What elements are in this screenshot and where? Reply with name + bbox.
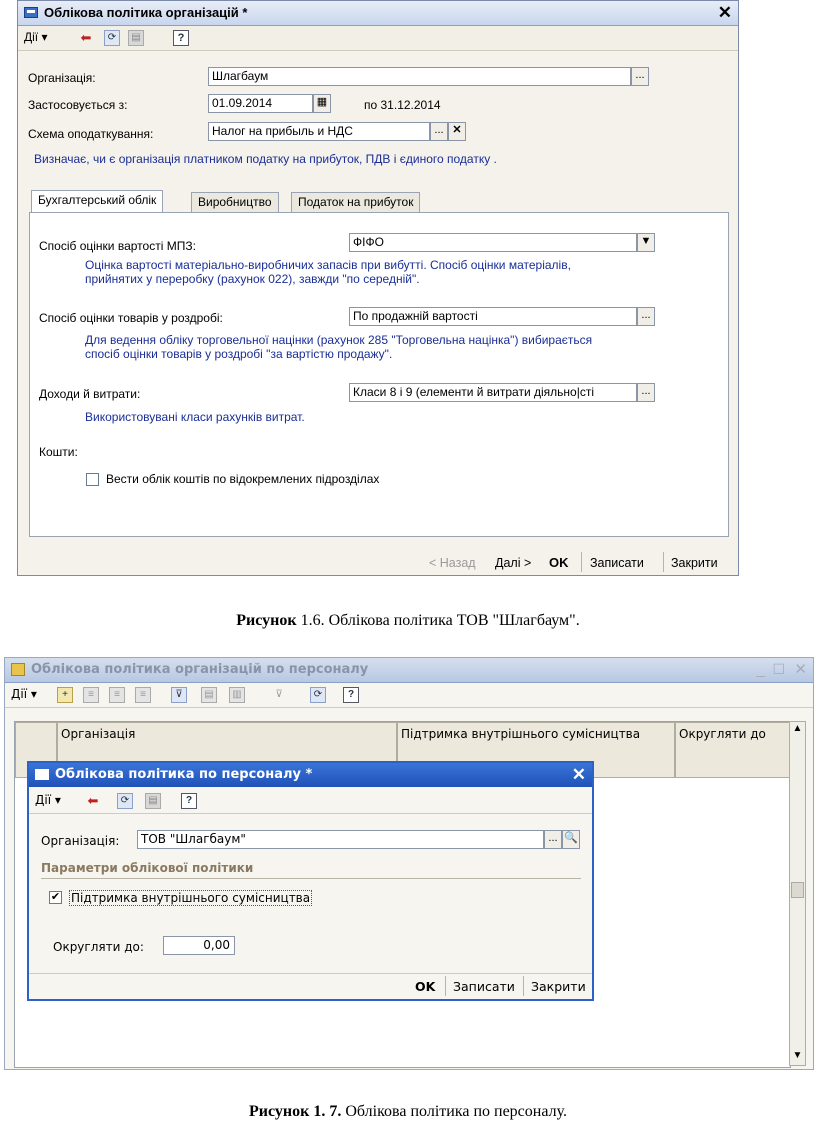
column-header-internal-combining[interactable]: Підтримка внутрішнього сумісництва	[397, 722, 675, 778]
actions-menu[interactable]: Дії ▾	[11, 687, 37, 701]
copy-icon[interactable]: ▤	[145, 793, 161, 809]
copy-icon[interactable]: ▤	[128, 30, 144, 46]
help-icon[interactable]: ?	[181, 793, 197, 809]
tab-income-tax[interactable]: Податок на прибуток	[291, 192, 420, 213]
dialog-titlebar	[29, 763, 592, 787]
retail-field[interactable]: По продажній вартості	[349, 307, 637, 326]
cash-checkbox[interactable]	[86, 473, 99, 486]
internal-combining-label: Підтримка внутрішнього сумісництва	[71, 891, 311, 905]
income-field[interactable]: Класи 8 і 9 (елементи й витрати діяльно|сті	[349, 383, 637, 402]
mpz-select[interactable]: ФІФО	[349, 233, 637, 252]
income-select-button[interactable]: ...	[637, 383, 655, 402]
organization-label: Організація:	[41, 834, 120, 848]
figure-caption-1	[0, 612, 816, 630]
applies-date-field[interactable]: 01.09.2014	[208, 94, 313, 113]
close-button[interactable]: Закрити	[531, 979, 586, 994]
add-group-icon[interactable]: ≡	[83, 687, 99, 703]
section-title: Параметри облікової політики	[41, 861, 254, 875]
income-label: Доходи й витрати:	[39, 387, 141, 401]
list-titlebar	[5, 658, 813, 683]
organization-select-button[interactable]: ...	[544, 830, 562, 849]
internal-combining-checkbox[interactable]: ✔	[50, 891, 61, 903]
minimize-icon[interactable]: _	[756, 661, 765, 678]
maximize-icon[interactable]: ☐	[772, 661, 785, 677]
organization-select-button[interactable]: ...	[631, 67, 649, 86]
personnel-policy-dialog	[27, 761, 594, 1001]
window-titlebar	[18, 1, 738, 26]
dialog-toolbar	[29, 789, 592, 814]
tax-scheme-field[interactable]: Налог на прибыль и НДС	[208, 122, 430, 141]
close-icon[interactable]: ✕	[717, 3, 732, 22]
button-divider	[581, 552, 582, 572]
organization-label: Організація:	[28, 71, 96, 85]
tab-accounting[interactable]: Бухгалтерський облік	[31, 190, 163, 213]
refresh-icon[interactable]: ⟳	[104, 30, 120, 46]
mpz-label: Спосіб оцінки вартості МПЗ:	[39, 239, 196, 253]
list-toolbar	[5, 683, 813, 708]
tax-scheme-label: Схема оподаткування:	[28, 127, 154, 141]
mpz-hint-line1: Оцінка вартості матеріально-виробничих запасів при вибутті. Спосіб оцінки матеріалів,	[85, 258, 571, 272]
toolbar	[18, 26, 738, 51]
back-arrow-icon[interactable]: ⬅	[87, 793, 99, 808]
chevron-down-icon[interactable]: ▼	[637, 233, 655, 252]
cash-checkbox-label: Вести облік коштів по відокремлених підрозділах	[106, 472, 380, 486]
retail-select-button[interactable]: ...	[637, 307, 655, 326]
caption-1-text: 1.6. Облікова політика ТОВ "Шлагбаум".	[296, 612, 580, 629]
tab-panel	[29, 212, 729, 537]
window-title: Облікова політика організацій *	[44, 5, 248, 20]
section-divider	[41, 878, 581, 879]
copy-icon[interactable]: ▤	[201, 687, 217, 703]
retail-label: Спосіб оцінки товарів у роздробі:	[39, 311, 223, 325]
tax-scheme-select-button[interactable]: ...	[430, 122, 448, 141]
filter-icon[interactable]: ⊽	[171, 687, 187, 703]
tab-production[interactable]: Виробництво	[191, 192, 279, 213]
add-icon[interactable]: +	[57, 687, 73, 703]
back-arrow-icon[interactable]: ⬅	[80, 30, 92, 45]
column-header-organization[interactable]: Організація	[57, 722, 397, 778]
back-button[interactable]: < Назад	[429, 556, 476, 570]
button-divider	[445, 976, 446, 996]
form-icon	[35, 769, 49, 780]
round-to-field[interactable]: 0,00	[163, 936, 235, 955]
cash-label: Кошти:	[39, 445, 78, 459]
scroll-down-icon[interactable]: ▼	[792, 1050, 803, 1061]
ok-button[interactable]: OK	[549, 555, 569, 570]
tax-scheme-hint: Визначає, чи є організація платником податку на прибуток, ПДВ і єдиного податку .	[34, 152, 497, 166]
vertical-scrollbar[interactable]	[789, 721, 806, 1066]
form-icon	[24, 7, 38, 18]
caption-2-label: Рисунок 1. 7.	[249, 1103, 342, 1120]
save-button[interactable]: Записати	[453, 979, 515, 994]
help-icon[interactable]: ?	[343, 687, 359, 703]
next-button[interactable]: Далі >	[495, 556, 532, 570]
clear-filter-icon[interactable]: ⊽	[275, 689, 283, 700]
figure-caption-2	[0, 1103, 816, 1121]
button-divider	[663, 552, 664, 572]
caption-2-text: Облікова політика по персоналу.	[341, 1103, 567, 1120]
caption-1-label: Рисунок	[236, 612, 297, 629]
actions-menu[interactable]: Дії ▾	[35, 793, 61, 807]
dialog-button-divider	[29, 973, 592, 974]
applies-from-label: Застосовується з:	[28, 98, 128, 112]
actions-menu[interactable]: Дії ▾	[24, 30, 48, 44]
scroll-thumb[interactable]	[791, 882, 804, 898]
folder-icon	[11, 663, 25, 676]
income-hint: Використовувані класи рахунків витрат.	[85, 410, 305, 424]
list-window-title: Облікова політика організацій по персоналу	[31, 662, 369, 677]
round-to-label: Округляти до:	[53, 940, 144, 954]
mpz-hint-line2: прийнятих у переробку (рахунок 022), завжди "по середній".	[85, 272, 420, 286]
organization-field[interactable]: ТОВ "Шлагбаум"	[137, 830, 544, 849]
calendar-icon[interactable]: ▦	[313, 94, 331, 113]
ok-button[interactable]: OK	[415, 979, 436, 994]
close-button[interactable]: Закрити	[671, 556, 718, 570]
refresh-icon[interactable]: ⟳	[117, 793, 133, 809]
refresh-icon[interactable]: ⟳	[310, 687, 326, 703]
close-icon[interactable]: ✕	[794, 661, 807, 678]
edit-icon[interactable]: ≡	[109, 687, 125, 703]
delete-icon[interactable]: ≡	[135, 687, 151, 703]
retail-hint-line2: спосіб оцінки товарів у роздробі "за вартістю продажу".	[85, 347, 393, 361]
close-icon[interactable]: ✕	[571, 765, 586, 784]
view-icon[interactable]: ▥	[229, 687, 245, 703]
retail-hint-line1: Для ведення обліку торговельної націнки (рахунок 285 "Торговельна націнка") вибирається	[85, 333, 593, 347]
dialog-title: Облікова політика по персоналу *	[55, 767, 313, 782]
organization-field[interactable]: Шлагбаум	[208, 67, 631, 86]
search-icon[interactable]: 🔍	[562, 830, 580, 849]
applies-to-text: по 31.12.2014	[364, 98, 441, 112]
button-divider	[523, 976, 524, 996]
column-header-round-to[interactable]: Округляти до	[675, 722, 790, 778]
accounting-policy-window	[17, 0, 739, 576]
scroll-up-icon[interactable]: ▲	[792, 723, 803, 734]
help-icon[interactable]: ?	[173, 30, 189, 46]
tax-scheme-clear-icon[interactable]: ✕	[448, 122, 466, 141]
save-button[interactable]: Записати	[590, 556, 644, 570]
